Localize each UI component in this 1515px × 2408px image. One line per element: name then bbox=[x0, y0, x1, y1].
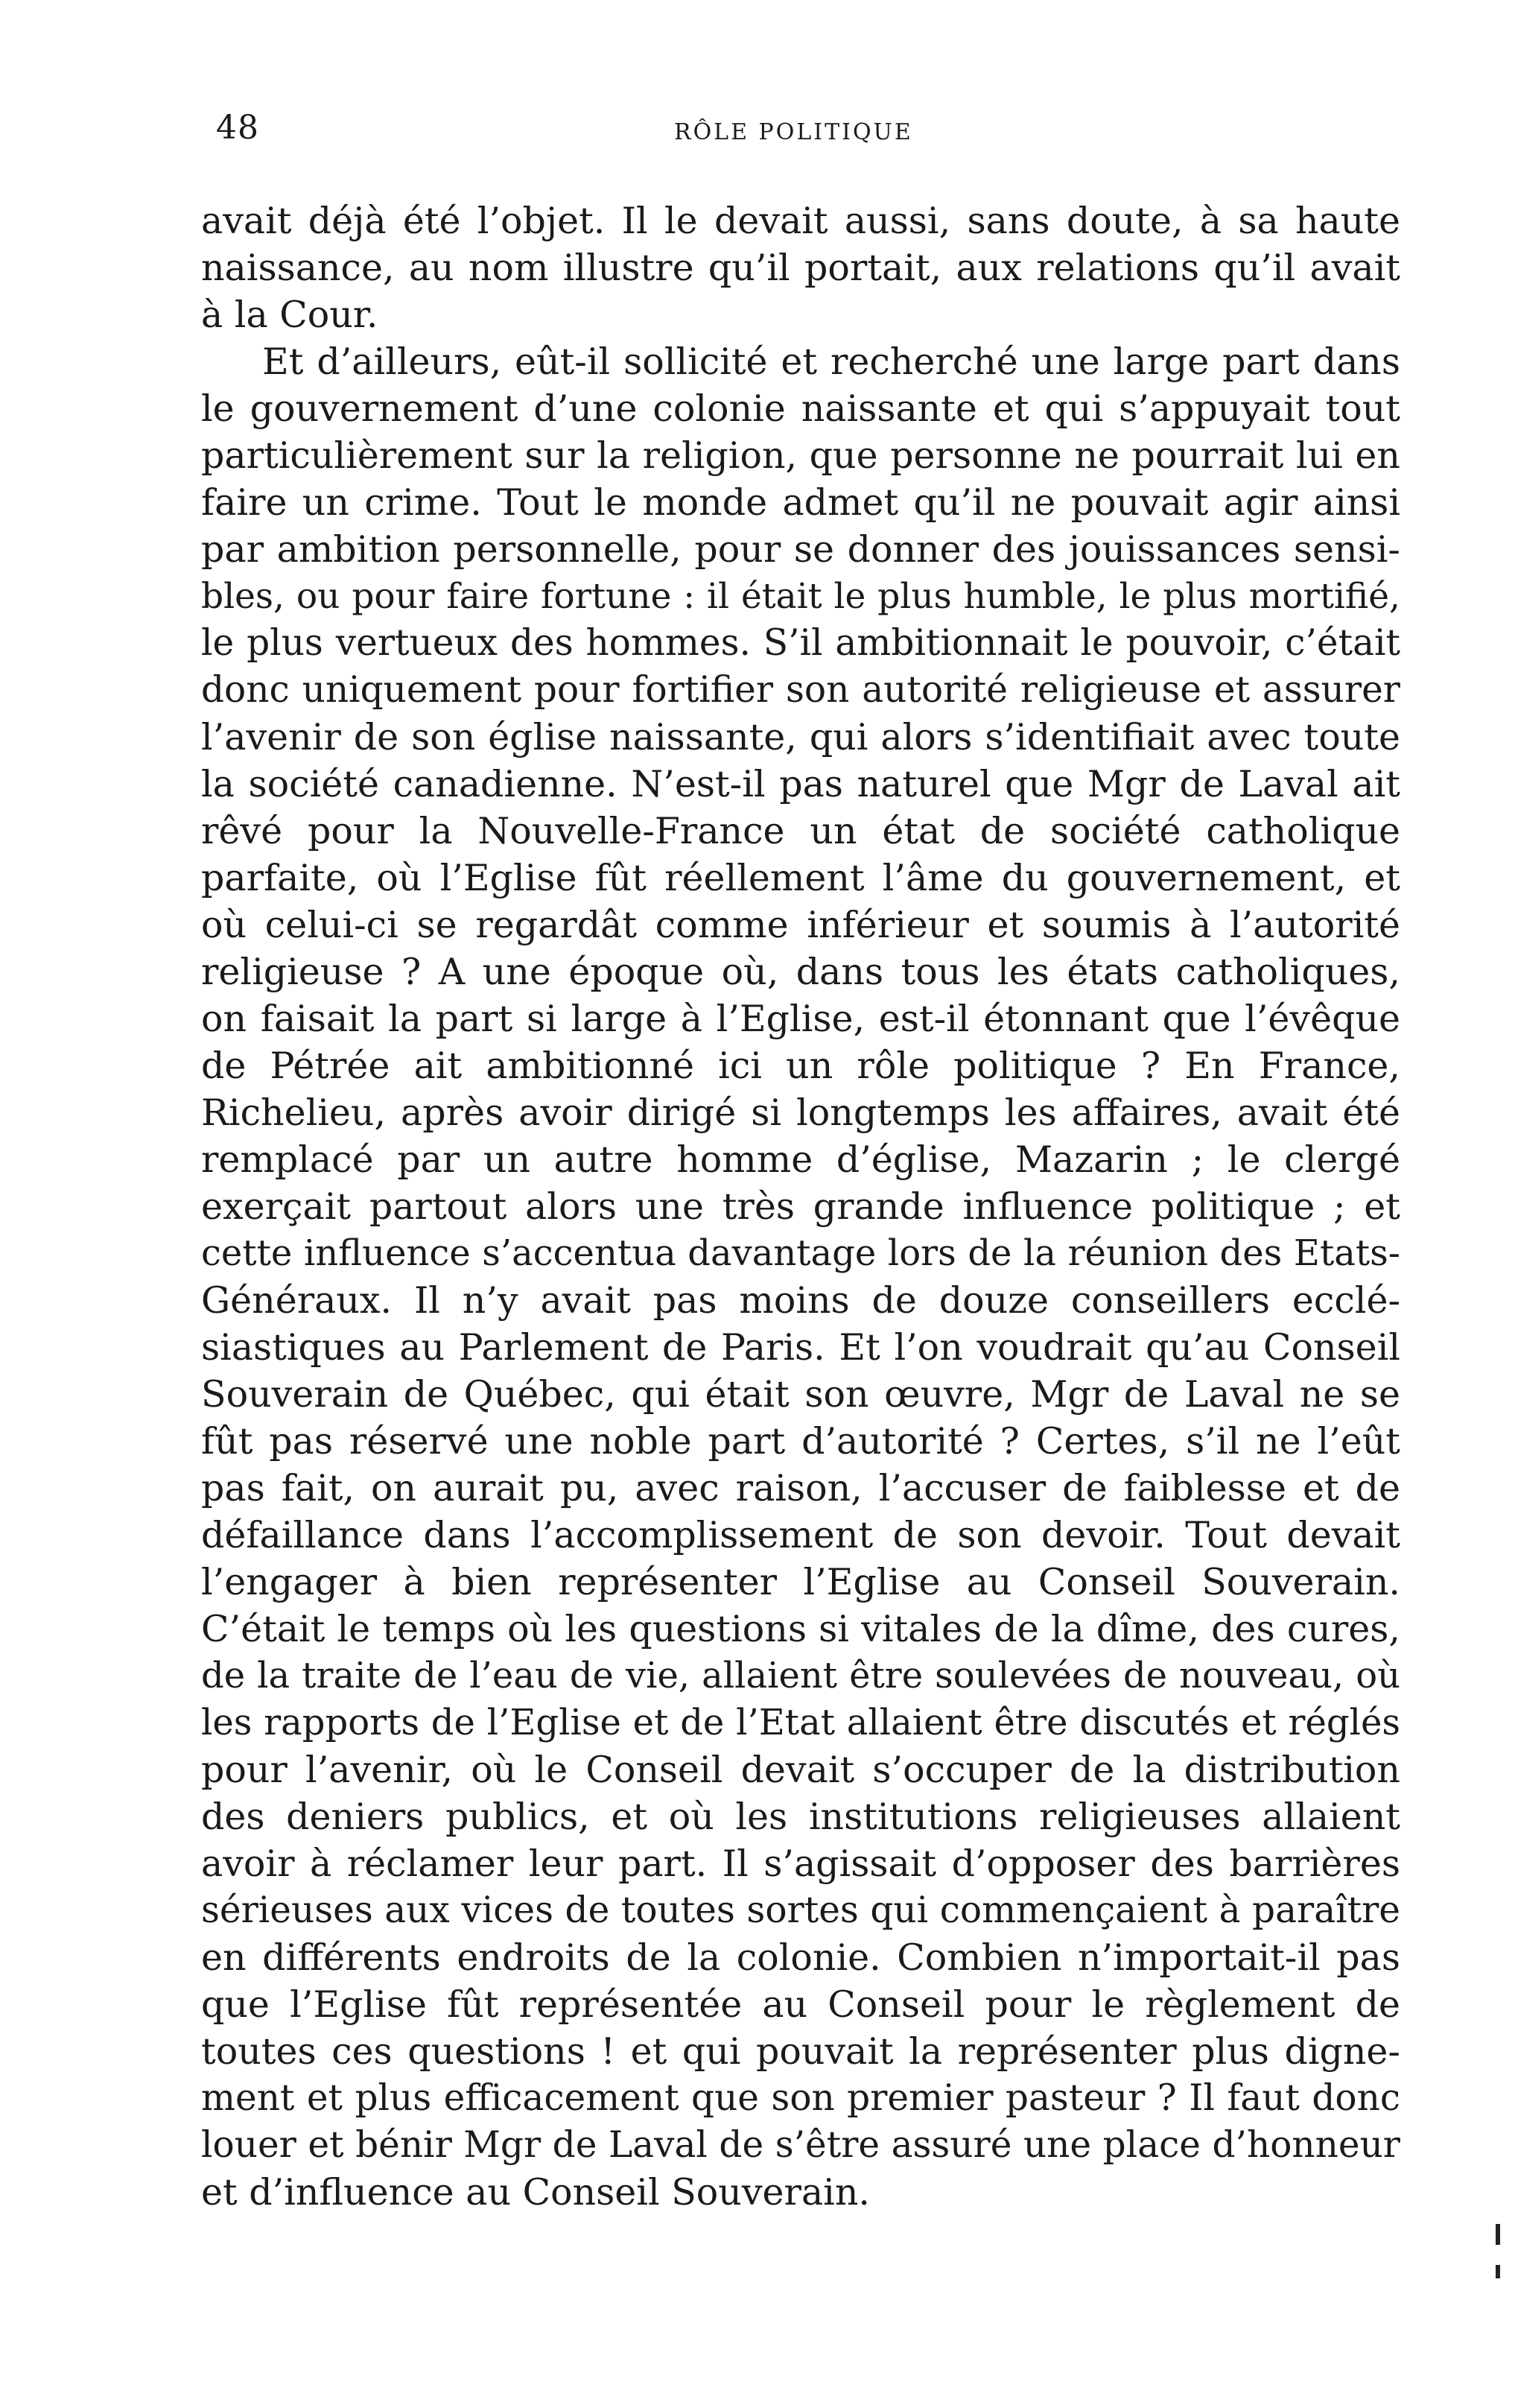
text-line: en différents endroits de la colonie. Combien n’importait-il pas bbox=[201, 1936, 1400, 1979]
text-line: Et d’ailleurs, eût-il sollicité et recherché une large part dans bbox=[262, 340, 1400, 383]
text-line: avoir à réclamer leur part. Il s’agissait d’opposer des barrières bbox=[201, 1843, 1400, 1885]
page-number: 48 bbox=[216, 109, 259, 147]
text-line: et d’influence au Conseil Souverain. bbox=[201, 2171, 870, 2214]
text-line: fût pas réservé une noble part d’autorité ? Certes, s’il ne l’eût bbox=[201, 1420, 1400, 1463]
text-line: religieuse ? A une époque où, dans tous les états catholiques, bbox=[201, 951, 1400, 993]
text-line: Généraux. Il n’y avait pas moins de douze conseillers ecclé- bbox=[201, 1279, 1400, 1322]
text-line: de la traite de l’eau de vie, allaient être soulevées de nouveau, où bbox=[201, 1655, 1400, 1696]
text-line: des deniers publics, et où les institutions religieuses allaient bbox=[201, 1796, 1400, 1838]
text-line: particulièrement sur la religion, que personne ne pourrait lui en bbox=[201, 434, 1400, 477]
text-line: ment et plus efficacement que son premier pasteur ? Il faut donc bbox=[201, 2077, 1400, 2119]
scan-edge-mark bbox=[1496, 2224, 1500, 2245]
text-line: rêvé pour la Nouvelle-France un état de société catholique bbox=[201, 810, 1400, 852]
text-line: défaillance dans l’accomplissement de son devoir. Tout devait bbox=[201, 1514, 1400, 1556]
text-line: bles, ou pour faire fortune : il était le plus humble, le plus mortifié, bbox=[201, 576, 1400, 617]
text-line: l’avenir de son église naissante, qui alors s’identifiait avec toute bbox=[201, 716, 1400, 758]
text-line: la société canadienne. N’est-il pas naturel que Mgr de Laval ait bbox=[201, 763, 1400, 805]
text-line: par ambition personnelle, pour se donner des jouissances sensi- bbox=[201, 528, 1400, 571]
text-line: Richelieu, après avoir dirigé si longtemps les affaires, avait été bbox=[201, 1091, 1400, 1134]
text-line: sérieuses aux vices de toutes sortes qui commençaient à paraître bbox=[201, 1889, 1400, 1931]
text-line: faire un crime. Tout le monde admet qu’il ne pouvait agir ainsi bbox=[201, 481, 1400, 524]
text-line: exerçait partout alors une très grande influence politique ; et bbox=[201, 1185, 1400, 1228]
text-line: Souverain de Québec, qui était son œuvre, Mgr de Laval ne se bbox=[201, 1373, 1400, 1416]
text-line: remplacé par un autre homme d’église, Mazarin ; le clergé bbox=[201, 1138, 1400, 1181]
text-line: le gouvernement d’une colonie naissante et qui s’appuyait tout bbox=[201, 387, 1400, 430]
text-line: C’était le temps où les questions si vitales de la dîme, des cures, bbox=[201, 1608, 1400, 1650]
text-line: on faisait la part si large à l’Eglise, est-il étonnant que l’évêque bbox=[201, 998, 1400, 1040]
text-line: siastiques au Parlement de Paris. Et l’on voudrait qu’au Conseil bbox=[201, 1326, 1400, 1369]
scan-edge-mark bbox=[1496, 2265, 1500, 2278]
text-line: pour l’avenir, où le Conseil devait s’occuper de la distribution bbox=[201, 1749, 1400, 1791]
text-line: de Pétrée ait ambitionné ici un rôle politique ? En France, bbox=[201, 1045, 1400, 1087]
text-line: où celui-ci se regardât comme inférieur et soumis à l’autorité bbox=[201, 904, 1400, 946]
text-line: l’engager à bien représenter l’Eglise au Conseil Souverain. bbox=[201, 1561, 1400, 1603]
body-text bbox=[201, 197, 1400, 2216]
text-line: parfaite, où l’Eglise fût réellement l’âme du gouvernement, et bbox=[201, 857, 1400, 899]
text-line: les rapports de l’Eglise et de l’Etat allaient être discutés et réglés bbox=[201, 1702, 1400, 1743]
text-line: naissance, au nom illustre qu’il portait, aux relations qu’il avait bbox=[201, 247, 1400, 289]
text-line: que l’Eglise fût représentée au Conseil pour le règlement de bbox=[201, 1983, 1400, 2026]
text-line: à la Cour. bbox=[201, 294, 378, 336]
text-line: louer et bénir Mgr de Laval de s’être assuré une place d’honneur bbox=[201, 2124, 1400, 2166]
text-line: donc uniquement pour fortifier son autorité religieuse et assurer bbox=[201, 669, 1400, 711]
text-line: toutes ces questions ! et qui pouvait la représenter plus digne- bbox=[201, 2030, 1400, 2073]
text-line: avait déjà été l’objet. Il le devait aussi, sans doute, à sa haute bbox=[201, 200, 1400, 242]
running-head: RÔLE POLITIQUE bbox=[674, 119, 913, 145]
text-line: pas fait, on aurait pu, avec raison, l’accuser de faiblesse et de bbox=[201, 1467, 1400, 1509]
text-line: le plus vertueux des hommes. S’il ambitionnait le pouvoir, c’était bbox=[201, 622, 1400, 664]
text-line: cette influence s’accentua davantage lors de la réunion des Etats- bbox=[201, 1232, 1400, 1274]
